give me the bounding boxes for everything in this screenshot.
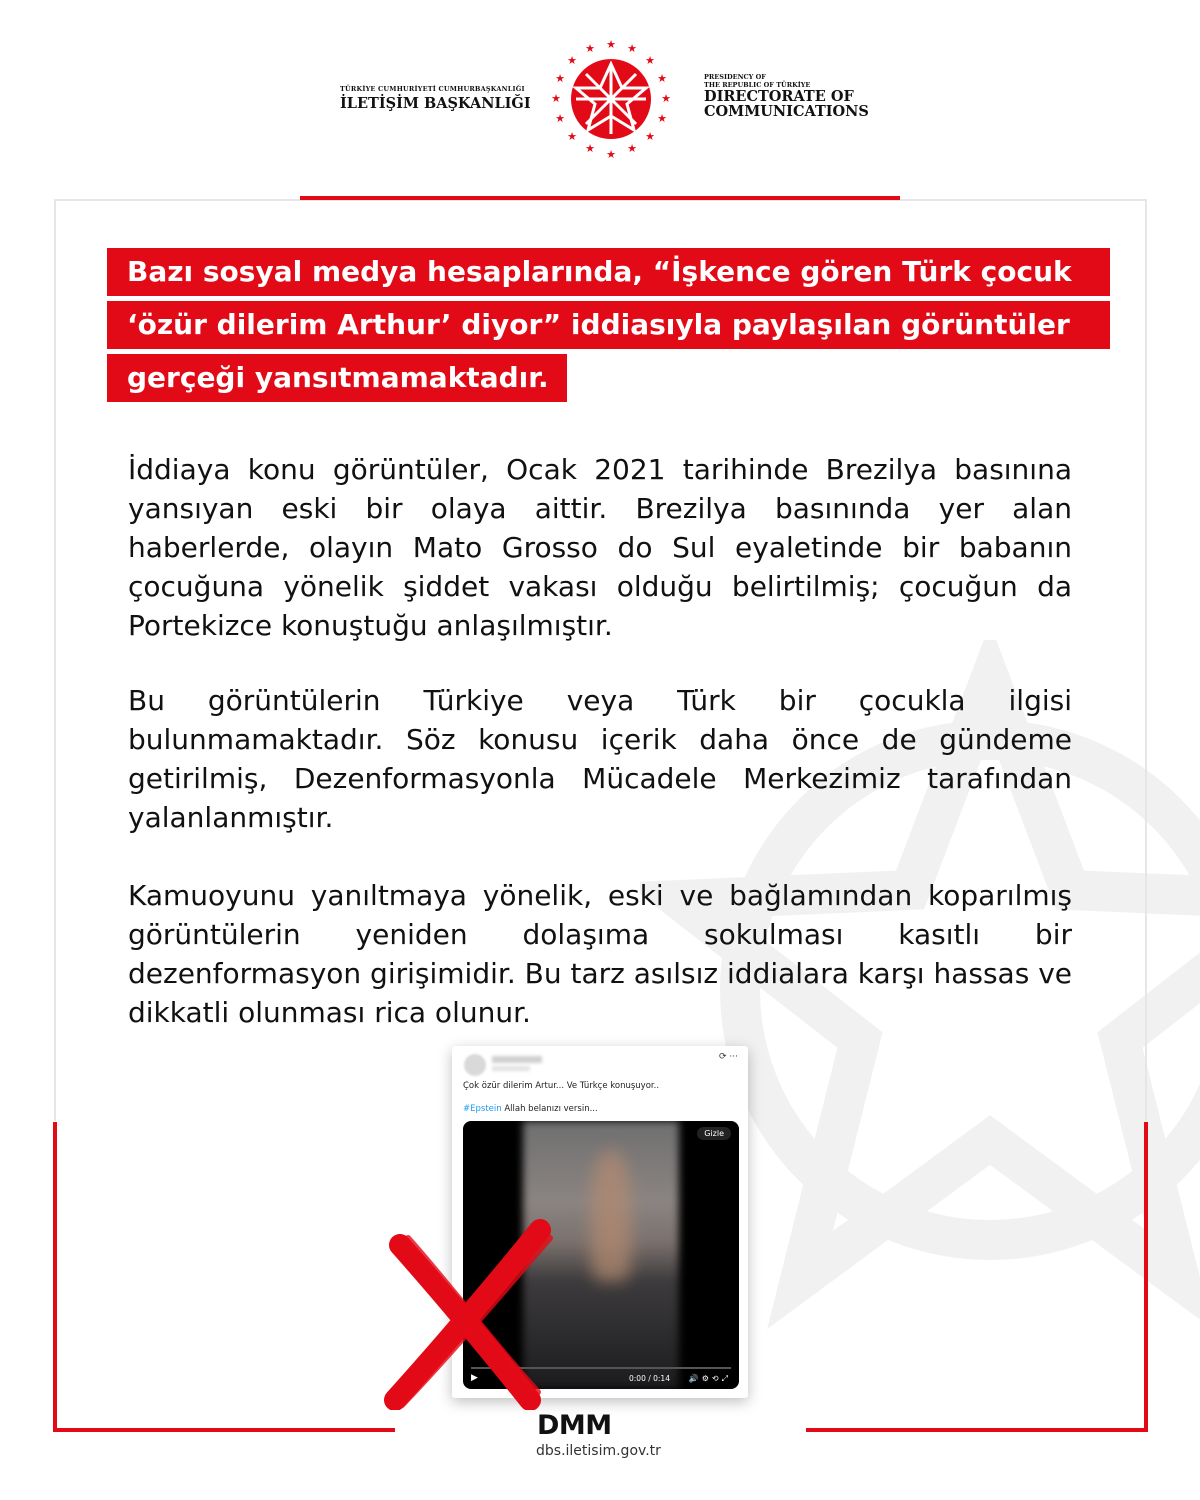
svg-text:★: ★ <box>555 112 565 125</box>
video-time: 0:00 / 0:14 <box>629 1374 670 1383</box>
frame-bottom-right-accent <box>806 1428 1148 1432</box>
frame-right-accent <box>1144 1122 1148 1432</box>
svg-text:★: ★ <box>555 72 565 85</box>
video-blurred-figure <box>591 1151 631 1281</box>
headline-line-3: gerçeği yansıtmamaktadır. <box>107 354 567 402</box>
headline-line-1: Bazı sosyal medya hesaplarında, “İşkence gören Türk çocuk <box>107 248 1110 296</box>
body-paragraph-3: Kamuoyunu yanıltmaya yönelik, eski ve bağlamından koparılmış görüntülerin yeniden dolaşıma sokulması kasıtlı bir dezenformasyon girişimidir. Bu tarz asılsız iddialara karşı hassas ve dikkatli olunması rica olunur. <box>128 879 1072 1029</box>
svg-text:★: ★ <box>567 54 577 67</box>
body-paragraph-2: Bu görüntülerin Türkiye veya Türk bir çocukla ilgisi bulunmamaktadır. Söz konusu içerik daha önce de gündeme getirilmiş, Dezenformasyonla Mücadele Merkezimiz tarafından yalanlanmıştır. <box>128 684 1072 834</box>
header-right-small-1: PRESIDENCY OF <box>704 73 766 81</box>
post-username-blurred <box>492 1056 542 1063</box>
headline-line-2: ‘özür dilerim Arthur’ diyor” iddiasıyla paylaşılan görüntüler <box>107 301 1110 349</box>
header-right-logo-text <box>704 73 869 119</box>
body-paragraph-1: İddiaya konu görüntüler, Ocak 2021 tarihinde Brezilya basınına yansıyan eski bir olaya aittir. Brezilya basınında yer alan haberlerde, olayın Mato Grosso do Sul eyaletinde bir babanın çocuğuna yönelik şiddet vakası olduğu belirtilmiş; çocuğun da Portekizce konuştuğu anlaşılmıştır. <box>128 453 1072 642</box>
frame-left-accent <box>53 1122 57 1432</box>
svg-text:★: ★ <box>661 92 671 105</box>
frame-bottom-left-accent <box>53 1428 395 1432</box>
header-right-small-2: THE REPUBLIC OF TÜRKİYE <box>704 81 811 89</box>
post-menu-icon[interactable]: ⟳ ··· <box>719 1052 738 1062</box>
svg-text:★: ★ <box>585 42 595 55</box>
star-emblem-icon <box>550 38 672 160</box>
post-handle-blurred <box>492 1066 530 1071</box>
svg-text:★: ★ <box>657 112 667 125</box>
frame-right-border <box>1145 199 1147 1121</box>
post-text-2 <box>463 1104 598 1114</box>
svg-text:★: ★ <box>627 142 637 155</box>
post-avatar <box>464 1054 486 1076</box>
svg-text:★: ★ <box>645 130 655 143</box>
svg-text:★: ★ <box>585 142 595 155</box>
svg-text:★: ★ <box>551 92 561 105</box>
header-right-title-1: DIRECTORATE OF <box>704 88 854 105</box>
post-text-1: Çok özür dilerim Artur... Ve Türkçe konuşuyor.. <box>463 1081 660 1091</box>
dmm-logo: DMM <box>537 1410 612 1441</box>
svg-text:★: ★ <box>627 42 637 55</box>
false-x-mark-icon <box>380 1210 560 1410</box>
svg-text:★: ★ <box>606 38 616 51</box>
hide-button[interactable]: Gizle <box>697 1127 731 1140</box>
play-icon[interactable]: ▶ <box>471 1373 478 1383</box>
post-hashtag[interactable]: #Epstein <box>463 1104 502 1114</box>
frame-top-accent <box>300 196 900 200</box>
header-left-logo-text <box>340 85 531 112</box>
svg-text:★: ★ <box>567 130 577 143</box>
frame-left-border <box>54 199 56 1121</box>
post-text-2-rest: Allah belanızı versin... <box>501 1104 598 1114</box>
video-controls-icons[interactable]: 🔊⚙⟲⤢ <box>688 1374 731 1383</box>
header-left-small: TÜRKİYE CUMHURİYETİ CUMHURBAŞKANLIĞI <box>340 85 525 93</box>
svg-text:★: ★ <box>657 72 667 85</box>
header-right-title-2: COMMUNICATIONS <box>704 103 869 120</box>
header-left-title: İLETİŞİM BAŞKANLIĞI <box>340 95 531 112</box>
svg-text:★: ★ <box>606 148 616 160</box>
footer-url[interactable]: dbs.iletisim.gov.tr <box>536 1443 661 1459</box>
svg-text:★: ★ <box>645 54 655 67</box>
